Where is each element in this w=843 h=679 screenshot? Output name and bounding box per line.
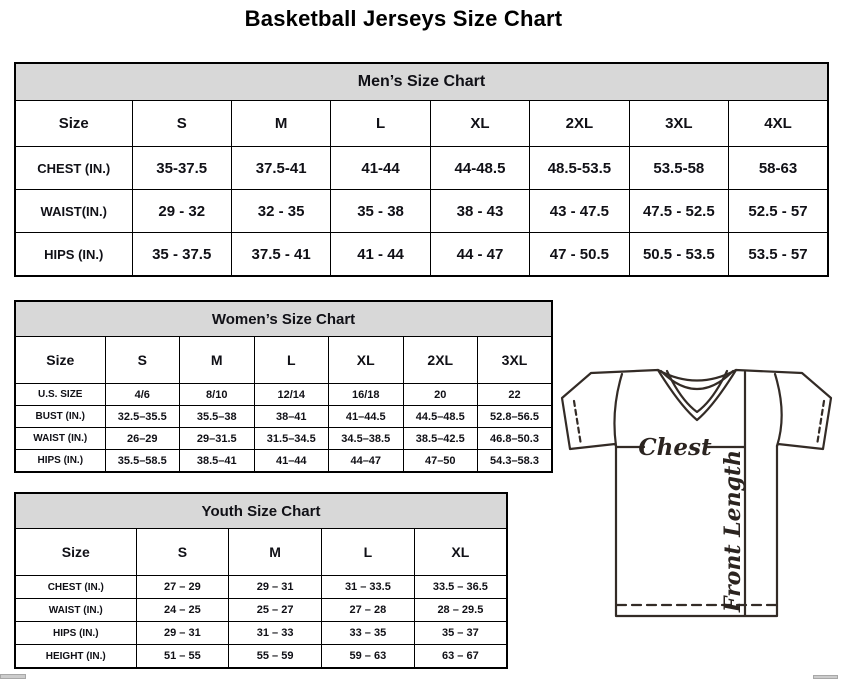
jersey-outline-path <box>562 370 831 616</box>
cell: 35 - 38 <box>331 190 430 233</box>
column-header: 3XL <box>629 101 728 147</box>
column-header: S <box>105 337 180 384</box>
womens-size-table <box>14 300 553 473</box>
row-label: CHEST (IN.) <box>15 576 136 599</box>
row-label: WAIST(IN.) <box>15 190 132 233</box>
table-row <box>15 645 507 669</box>
table-row <box>15 428 552 450</box>
cell: 12/14 <box>254 384 329 406</box>
cell: 24 – 25 <box>136 599 229 622</box>
scrollbar-fragment-left[interactable] <box>0 674 26 679</box>
cell: 44 - 47 <box>430 233 529 277</box>
column-header: Size <box>15 337 105 384</box>
jersey-diagram <box>555 358 843 628</box>
cell: 33.5 – 36.5 <box>414 576 507 599</box>
column-header: L <box>322 529 415 576</box>
row-label: CHEST (IN.) <box>15 147 132 190</box>
row-label: WAIST (IN.) <box>15 428 105 450</box>
column-header: 3XL <box>478 337 553 384</box>
row-label: HIPS (IN.) <box>15 233 132 277</box>
cell: 41–44.5 <box>329 406 404 428</box>
cell: 47–50 <box>403 450 478 473</box>
cell: 35.5–58.5 <box>105 450 180 473</box>
cell: 41–44 <box>254 450 329 473</box>
row-label: U.S. SIZE <box>15 384 105 406</box>
cell: 28 – 29.5 <box>414 599 507 622</box>
cell: 38.5–42.5 <box>403 428 478 450</box>
cell: 31.5–34.5 <box>254 428 329 450</box>
row-label: HEIGHT (IN.) <box>15 645 136 669</box>
column-header: XL <box>414 529 507 576</box>
cell: 35.5–38 <box>180 406 255 428</box>
cell: 29 - 32 <box>132 190 231 233</box>
cell: 37.5 - 41 <box>231 233 330 277</box>
cell: 37.5-41 <box>231 147 330 190</box>
cell: 58-63 <box>729 147 828 190</box>
table-row <box>15 147 828 190</box>
cell: 53.5-58 <box>629 147 728 190</box>
table-row <box>15 406 552 428</box>
youth-table-title: Youth Size Chart <box>15 493 507 529</box>
cell: 48.5-53.5 <box>530 147 629 190</box>
right-sleeve-seam <box>775 374 782 446</box>
cell: 4/6 <box>105 384 180 406</box>
cell: 35 - 37.5 <box>132 233 231 277</box>
cell: 29 – 31 <box>229 576 322 599</box>
cell: 38–41 <box>254 406 329 428</box>
cell: 8/10 <box>180 384 255 406</box>
cell: 20 <box>403 384 478 406</box>
table-row <box>15 190 828 233</box>
cell: 41-44 <box>331 147 430 190</box>
cell: 35-37.5 <box>132 147 231 190</box>
cell: 44-48.5 <box>430 147 529 190</box>
table-row <box>15 384 552 406</box>
chest-label: Chest <box>638 434 712 461</box>
cell: 31 – 33.5 <box>322 576 415 599</box>
cell: 26–29 <box>105 428 180 450</box>
cell: 44–47 <box>329 450 404 473</box>
cell: 16/18 <box>329 384 404 406</box>
left-cuff-dashes <box>574 401 581 445</box>
cell: 44.5–48.5 <box>403 406 478 428</box>
cell: 22 <box>478 384 553 406</box>
column-header: L <box>331 101 430 147</box>
table-row <box>15 599 507 622</box>
front-length-label: Front Length <box>720 449 746 613</box>
row-label: HIPS (IN.) <box>15 622 136 645</box>
cell: 55 – 59 <box>229 645 322 669</box>
cell: 53.5 - 57 <box>729 233 828 277</box>
cell: 50.5 - 53.5 <box>629 233 728 277</box>
table-row <box>15 450 552 473</box>
cell: 47.5 - 52.5 <box>629 190 728 233</box>
cell: 51 – 55 <box>136 645 229 669</box>
cell: 32 - 35 <box>231 190 330 233</box>
cell: 31 – 33 <box>229 622 322 645</box>
cell: 52.8–56.5 <box>478 406 553 428</box>
cell: 46.8–50.3 <box>478 428 553 450</box>
cell: 34.5–38.5 <box>329 428 404 450</box>
cell: 63 – 67 <box>414 645 507 669</box>
youth-size-table <box>14 492 508 669</box>
table-row <box>15 576 507 599</box>
cell: 38 - 43 <box>430 190 529 233</box>
column-header: XL <box>430 101 529 147</box>
column-header: M <box>231 101 330 147</box>
cell: 52.5 - 57 <box>729 190 828 233</box>
column-header: M <box>229 529 322 576</box>
womens-table-title: Women’s Size Chart <box>15 301 552 337</box>
left-sleeve-seam <box>614 374 622 446</box>
cell: 25 – 27 <box>229 599 322 622</box>
cell: 27 – 28 <box>322 599 415 622</box>
cell: 47 - 50.5 <box>530 233 629 277</box>
cell: 29–31.5 <box>180 428 255 450</box>
table-row <box>15 233 828 277</box>
mens-size-table <box>14 62 829 277</box>
table-row <box>15 622 507 645</box>
row-label: BUST (IN.) <box>15 406 105 428</box>
column-header: 2XL <box>530 101 629 147</box>
row-label: WAIST (IN.) <box>15 599 136 622</box>
cell: 43 - 47.5 <box>530 190 629 233</box>
column-header: Size <box>15 529 136 576</box>
cell: 59 – 63 <box>322 645 415 669</box>
mens-table-title: Men’s Size Chart <box>15 63 828 101</box>
column-header: S <box>136 529 229 576</box>
column-header: 2XL <box>403 337 478 384</box>
cell: 54.3–58.3 <box>478 450 553 473</box>
cell: 29 – 31 <box>136 622 229 645</box>
cell: 41 - 44 <box>331 233 430 277</box>
column-header: XL <box>329 337 404 384</box>
scrollbar-fragment-right[interactable] <box>813 675 838 679</box>
column-header: M <box>180 337 255 384</box>
column-header: L <box>254 337 329 384</box>
cell: 35 – 37 <box>414 622 507 645</box>
cell: 33 – 35 <box>322 622 415 645</box>
cell: 38.5–41 <box>180 450 255 473</box>
right-cuff-dashes <box>817 401 824 445</box>
cell: 32.5–35.5 <box>105 406 180 428</box>
column-header: Size <box>15 101 132 147</box>
page-title: Basketball Jerseys Size Chart <box>244 6 563 31</box>
cell: 27 – 29 <box>136 576 229 599</box>
column-header: 4XL <box>729 101 828 147</box>
column-header: S <box>132 101 231 147</box>
row-label: HIPS (IN.) <box>15 450 105 473</box>
